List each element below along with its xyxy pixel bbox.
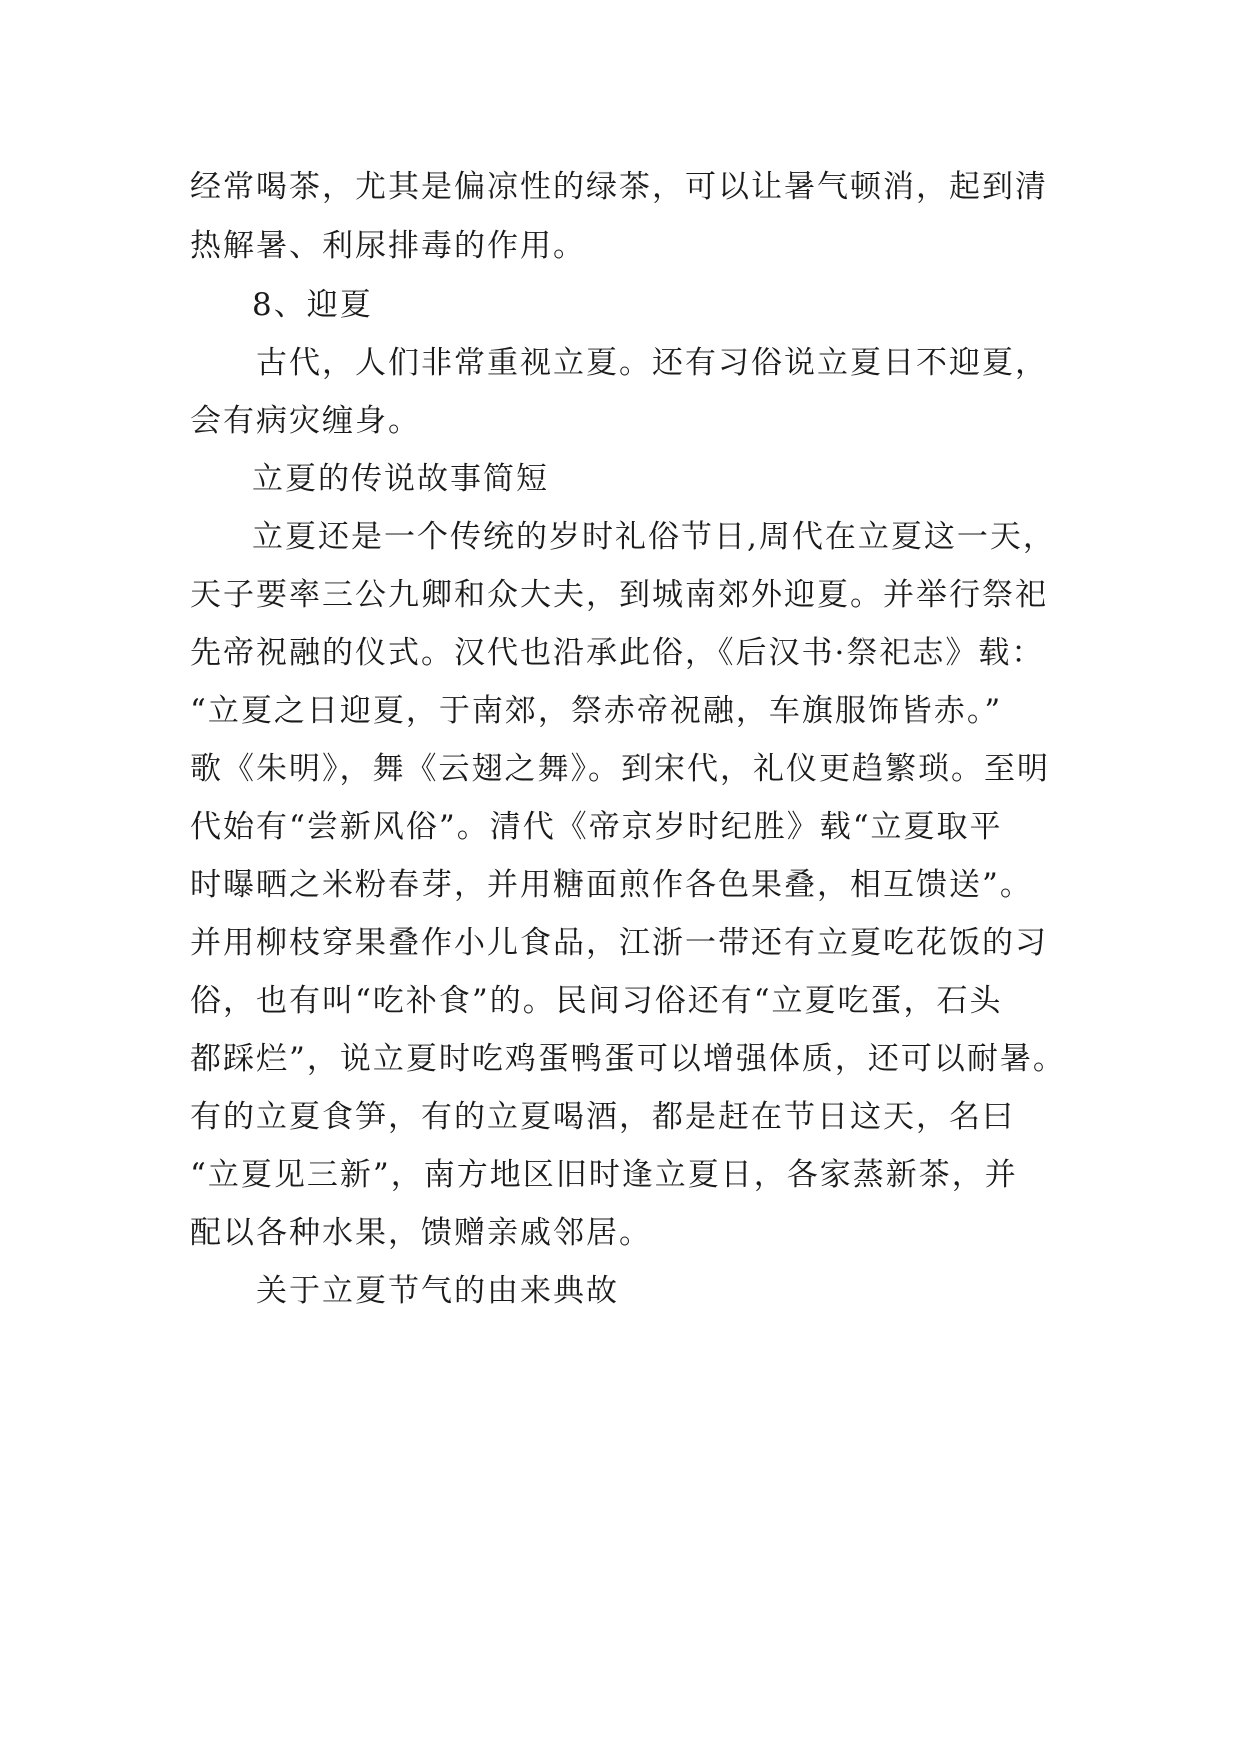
text-line: 配以各种水果，馈赠亲戚邻居。 bbox=[190, 1215, 652, 1251]
text-line: 先帝祝融的仪式。汉代也沿承此俗，《后汉书·祭祀志》载： bbox=[190, 635, 1045, 671]
text-line: 代始有“尝新风俗”。清代《帝京岁时纪胜》载“立夏取平 bbox=[190, 809, 1003, 845]
text-line: 经常喝茶，尤其是偏凉性的绿茶，可以让暑气顿消，起到清 bbox=[190, 169, 1048, 205]
paragraph-first-line: 古代，人们非常重视立夏。还有习俗说立夏日不迎夏， bbox=[256, 345, 1048, 381]
text-line: “立夏见三新”，南方地区旧时逢立夏日，各家蒸新茶，并 bbox=[190, 1157, 1018, 1193]
text-line: 俗，也有叫“吃补食”的。民间习俗还有“立夏吃蛋，石头 bbox=[190, 983, 1003, 1019]
text-line: 有的立夏食笋，有的立夏喝酒，都是赶在节日这天，名曰 bbox=[190, 1099, 1015, 1135]
text-line: 并用柳枝穿果叠作小儿食品，江浙一带还有立夏吃花饭的习 bbox=[190, 925, 1048, 961]
text-line: 都踩烂”，说立夏时吃鸡蛋鸭蛋可以增强体质，还可以耐暑。 bbox=[190, 1041, 1066, 1077]
section-heading: 8、迎夏 bbox=[252, 287, 373, 323]
text-line: “立夏之日迎夏，于南郊，祭赤帝祝融，车旗服饰皆赤。” bbox=[190, 693, 1003, 729]
section-heading: 关于立夏节气的由来典故 bbox=[256, 1273, 619, 1309]
text-line: 天子要率三公九卿和众大夫，到城南郊外迎夏。并举行祭祀 bbox=[190, 577, 1048, 613]
paragraph-first-line: 立夏还是一个传统的岁时礼俗节日,周代在立夏这一天， bbox=[252, 519, 1056, 555]
text-line: 热解暑、利尿排毒的作用。 bbox=[190, 228, 586, 264]
text-line: 歌《朱明》，舞《云翅之舞》。到宋代，礼仪更趋繁琐。至明 bbox=[190, 751, 1050, 787]
text-line: 会有病灾缠身。 bbox=[190, 403, 421, 439]
text-line: 时曝晒之米粉春芽，并用糖面煎作各色果叠，相互馈送”。 bbox=[190, 867, 1033, 903]
section-heading: 立夏的传说故事简短 bbox=[252, 461, 549, 497]
